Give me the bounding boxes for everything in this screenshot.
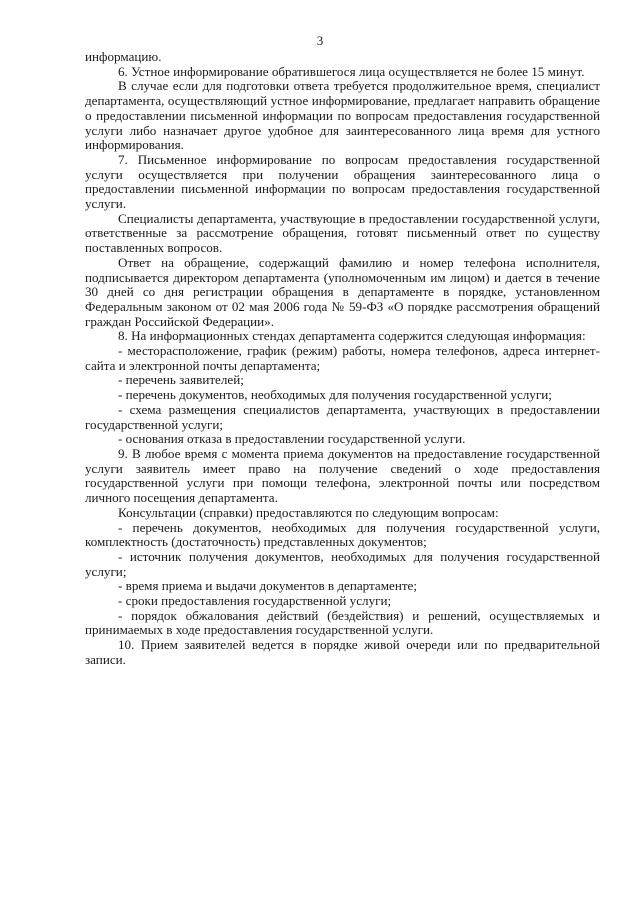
paragraph-item-7: 7. Письменное информирование по вопросам предоставления государственной услуги осуществляется при получении обращения заинтересованного лица о предоставлении письменной информации по вопросам предоставления государственной услуги.	[85, 151, 600, 212]
list-item: - схема размещения специалистов департамента, участвующих в предоставлении государственной услуги;	[85, 401, 600, 432]
list-item: - перечень документов, необходимых для получения государственной услуги;	[118, 387, 552, 403]
list-item: - сроки предоставления государственной услуги;	[118, 593, 392, 609]
page-number: 3	[316, 33, 324, 48]
paragraph: Консультации (справки) предоставляются по следующим вопросам:	[118, 504, 499, 520]
paragraph-item-6: 6. Устное информирование обратившегося лица осуществляется не более 15 минут.	[118, 63, 585, 79]
paragraph-item-8: 8. На информационных стендах департамента содержится следующая информация:	[118, 328, 586, 344]
list-item: - перечень заявителей;	[118, 372, 244, 388]
paragraph: Специалисты департамента, участвующие в предоставлении государственной услуги, ответственные за рассмотрение обращения, готовят письменный ответ по существу поставленных вопросов.	[85, 210, 600, 256]
list-item: - время приема и выдачи документов в департаменте;	[118, 578, 417, 594]
document-body	[85, 50, 600, 668]
list-item: - порядок обжалования действий (бездействия) и решений, осуществляемых и принимаемых в ходе предоставления государственной услуги.	[85, 607, 600, 638]
paragraph: Ответ на обращение, содержащий фамилию и номер телефона исполнителя, подписывается директором департамента (уполномоченным им лицом) и дается в течение 30 дней со дня регистрации обращения в департаменте в порядке, установленном Федеральным законом от 02 мая 2006 года № 59-ФЗ «О порядке рассмотрения обращений граждан Российской Федерации».	[85, 254, 600, 329]
list-item: - основания отказа в предоставлении государственной услуги.	[118, 431, 466, 447]
paragraph-continuation: информацию.	[85, 49, 162, 64]
paragraph-item-10: 10. Прием заявителей ведется в порядке живой очереди или по предварительной записи.	[85, 637, 600, 667]
list-item: - месторасположение, график (режим) работы, номера телефонов, адреса интернет-сайта и электронной почты департамента;	[85, 343, 600, 373]
paragraph-item-9: 9. В любое время с момента приема документов на предоставление государственной услуги заявитель имеет право на получение сведений о ходе предоставления государственной услуги при помощи телефона, электронной почты или посредством личного посещения департамента.	[85, 445, 600, 506]
paragraph: В случае если для подготовки ответа требуется продолжительное время, специалист департамента, осуществляющий устное информирование, предлагает направить обращение о предоставлении письменной информации по вопросам предоставления государственной услуги либо назначает другое удобное для заинтересованного лица время для устного информирования.	[85, 78, 600, 153]
list-item: - перечень документов, необходимых для получения государственной услуги, комплектность (достаточность) представленных документов;	[85, 519, 600, 550]
list-item: - источник получения документов, необходимых для получения государственной услуги;	[85, 548, 600, 579]
